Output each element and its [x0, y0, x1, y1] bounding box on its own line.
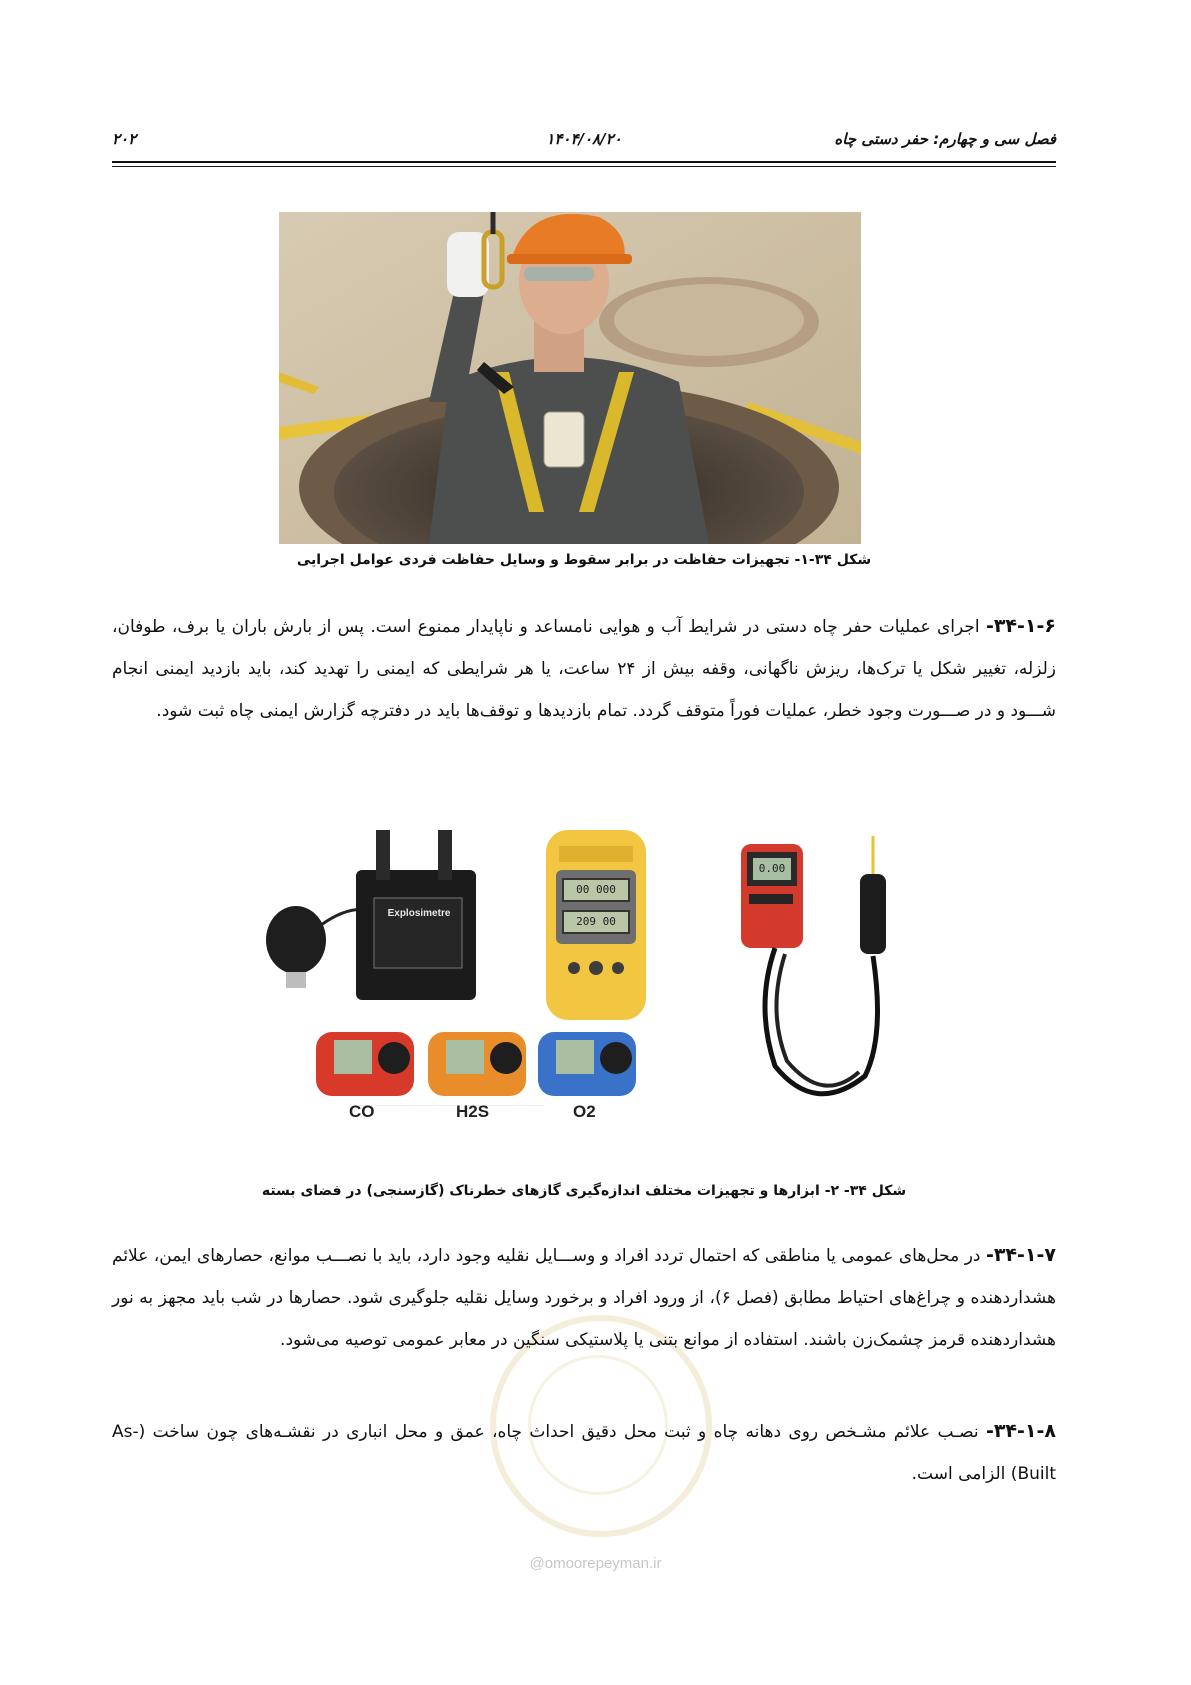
- detector-label-o2: O2: [573, 1102, 596, 1121]
- figure2-caption: شکل ۳۴- ۲- ابزارها و تجهیزات مختلف اندازه‌گیری گازهای خطرناک (گازسنجی) در فضای بسته: [261, 1183, 907, 1199]
- figure-single-detector: [735, 836, 897, 1118]
- paragraph-34-1-7: [112, 1234, 1056, 1361]
- explosimeter-label: Explosimetre: [387, 908, 451, 919]
- header-date: ۱۴۰۴/۰۸/۲۰: [546, 130, 622, 148]
- chapter-title: فصل سی و چهارم: حفر دستی چاه: [834, 130, 1056, 148]
- paragraph-34-1-8: [112, 1410, 1056, 1495]
- meter-screen-bottom: 209 00: [562, 910, 630, 934]
- paragraph-number: ۳۴-۱-۶-: [985, 615, 1056, 637]
- page-number: ۲۰۲: [112, 130, 137, 148]
- figure1-caption: شکل ۳۴-۱- تجهیزات حفاظت در برابر سقوط و وسایل حفاظت فردی عوامل اجرایی: [296, 552, 872, 568]
- paragraph-text: در محل‌های عمومی یا مناطقی که احتمال تردد افراد و وســـایل نقلیه وجود دارد، باید با نصـــب موانع، حصارهای ایمن، علائم هشداردهنده و چراغ‌های احتیاط مطابق (فصل ۶)، از ورود افراد و برخورد وسایل نقلیه جلوگیری شود. حصارها در شب باید مجهز به نور هشداردهنده قرمز چشمک‌زن باشند. استفاده از موانع بتنی یا پلاستیکی سنگین در معابر عمومی توصیه می‌شود.: [112, 1246, 1056, 1350]
- header-rule: [112, 161, 1056, 163]
- paragraph-number: ۳۴-۱-۸-: [985, 1420, 1056, 1442]
- paragraph-text: اجرای عملیات حفر چاه دستی در شرایط آب و هوایی نامساعد و ناپایدار ممنوع است. پس از بارش باران یا برف، طوفان، زلزله، تغییر شکل یا ترک‌ها، ریزش ناگهانی، وقفه بیش از ۲۴ ساعت، یا هر شرایطی که ایمنی را تهدید کند، باید بازدید ایمنی انجام شـــود و در صـــورت وجود خطر، عملیات فوراً متوقف گردد. تمام بازدیدها و توقف‌ها باید در دفترچه گزارش ایمنی چاه ثبت شود.: [112, 617, 1056, 721]
- paragraph-text: نصـب علائم مشـخص روی دهانه چاه و ثبت محل دقیق احداث چاه، عمق و محل انباری در نقشـه‌های چون ساخت (As-Built) الزامی است.: [112, 1422, 1056, 1484]
- figure-gas-detectors: [256, 820, 666, 1126]
- meter-screen-top: 00 000: [562, 878, 630, 902]
- paragraph-number: ۳۴-۱-۷-: [985, 1244, 1056, 1266]
- page-header: [112, 130, 1056, 160]
- detector-label-co: CO: [349, 1102, 375, 1121]
- detector-screen-reading: 0.00: [758, 862, 786, 875]
- paragraph-34-1-6: [112, 605, 1056, 732]
- watermark-site: @omoorepeyman.ir: [529, 1555, 662, 1572]
- header-rule-thin: [112, 166, 1056, 167]
- figure-worker-photo: [279, 212, 861, 544]
- detector-label-h2s: H2S: [456, 1102, 490, 1121]
